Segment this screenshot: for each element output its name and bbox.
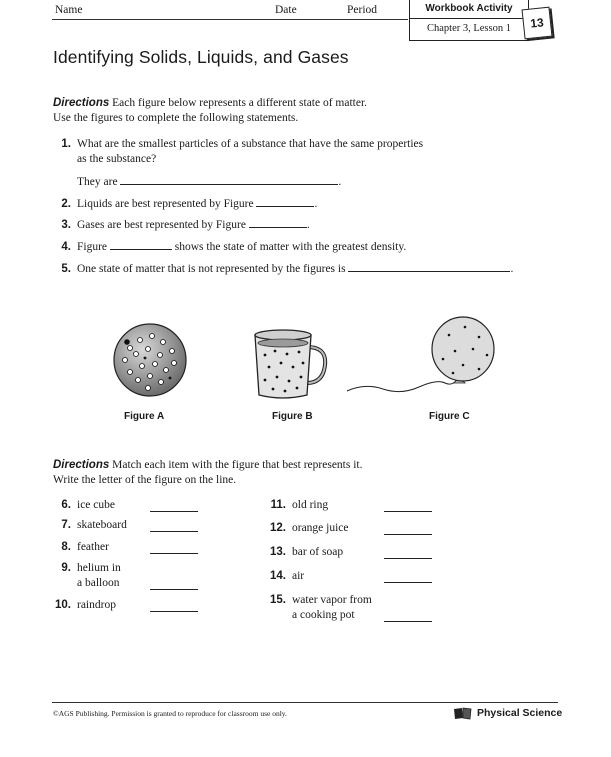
question-number: 3.	[61, 219, 71, 231]
item-text: raindrop	[77, 599, 116, 611]
answer-blank[interactable]	[256, 206, 314, 207]
answer-line-13[interactable]	[384, 558, 432, 559]
directions-2	[53, 458, 363, 488]
item-text: orange juice	[292, 522, 349, 534]
answer-line-15[interactable]	[384, 621, 432, 622]
answer-line-9[interactable]	[150, 589, 198, 590]
item-text: feather	[77, 541, 109, 553]
answer-line-7[interactable]	[150, 531, 198, 532]
item-text-line2: a balloon	[77, 577, 120, 589]
question-text: Gases are best represented by Figure	[77, 219, 246, 231]
question-text: Figure	[77, 241, 108, 253]
activity-label: Workbook Activity	[425, 3, 513, 14]
question-text: What are the smallest particles of a substance that have the same properties	[77, 138, 424, 150]
item-text-line2: a cooking pot	[292, 609, 355, 621]
activity-number-badge: 13	[522, 7, 553, 40]
directions-1-line2: Use the figures to complete the following statements.	[53, 112, 299, 124]
item-text: ice cube	[77, 499, 115, 511]
match-item-15	[268, 593, 372, 623]
item-number: 7.	[61, 519, 71, 531]
item-text: helium in	[77, 562, 121, 574]
directions-2-line2: Write the letter of the figure on the line.	[53, 474, 237, 486]
match-item-7	[53, 518, 127, 533]
item-number: 6.	[61, 499, 71, 511]
match-item-6	[53, 498, 115, 513]
directions-1	[53, 96, 367, 126]
match-item-13	[268, 545, 343, 560]
directions-1-text: Each figure below represents a different state of matter.	[109, 97, 368, 109]
item-text: bar of soap	[292, 546, 344, 558]
answer-suffix: .	[314, 198, 318, 210]
match-item-8	[53, 540, 109, 555]
question-text: Liquids are best represented by Figure	[77, 198, 254, 210]
item-number: 12.	[270, 522, 286, 534]
match-item-14	[268, 569, 304, 584]
match-item-9	[53, 561, 121, 591]
item-text: old ring	[292, 499, 329, 511]
question-1	[53, 137, 423, 167]
period-label: Period	[347, 4, 378, 16]
name-label: Name	[55, 4, 83, 16]
item-number: 9.	[61, 562, 71, 574]
question-5	[53, 262, 513, 277]
question-text: One state of matter that is not represented by the figures is	[77, 263, 346, 275]
lesson-label: Chapter 3, Lesson 1	[427, 23, 511, 34]
figure-c-label: Figure C	[429, 411, 470, 422]
item-text: skateboard	[77, 519, 127, 531]
figure-a-label: Figure A	[124, 411, 165, 422]
question-text-line2: as the substance?	[77, 153, 157, 165]
directions-1-label: Directions	[53, 97, 110, 109]
activity-box-divider	[410, 18, 528, 19]
answer-suffix: .	[338, 176, 342, 188]
item-number: 13.	[270, 546, 286, 558]
answer-line-14[interactable]	[384, 582, 432, 583]
match-item-10	[53, 598, 116, 613]
directions-2-text: Match each item with the figure that best represents it.	[109, 459, 363, 471]
match-item-11	[268, 498, 328, 513]
answer-suffix: shows the state of matter with the greatest density.	[174, 241, 407, 253]
answer-blank[interactable]	[110, 249, 172, 250]
header-rule	[52, 19, 408, 20]
answer-blank[interactable]	[348, 271, 510, 272]
item-number: 10.	[55, 599, 71, 611]
question-number: 5.	[61, 263, 71, 275]
page-title: Identifying Solids, Liquids, and Gases	[53, 47, 349, 67]
figure-b-label: Figure B	[272, 411, 313, 422]
footer-copyright: ©AGS Publishing. Permission is granted to reproduce for classroom use only.	[53, 709, 287, 718]
question-number: 2.	[61, 198, 71, 210]
date-label: Date	[275, 4, 297, 16]
question-number: 4.	[61, 241, 71, 253]
answer-line-11[interactable]	[384, 511, 432, 512]
question-2	[53, 197, 317, 212]
figure-a-solid-sphere	[100, 318, 200, 403]
answer-line-8[interactable]	[150, 553, 198, 554]
item-number: 15.	[270, 594, 286, 606]
footer-subject: Physical Science	[477, 707, 563, 719]
answer-suffix: .	[306, 219, 310, 231]
match-item-12	[268, 521, 349, 536]
answer-blank[interactable]	[249, 227, 307, 228]
item-text: air	[292, 570, 305, 582]
answer-blank[interactable]	[120, 184, 338, 185]
item-number: 14.	[270, 570, 286, 582]
answer-line-6[interactable]	[150, 511, 198, 512]
answer-prefix: They are	[77, 176, 118, 188]
figure-b-liquid-mug	[245, 325, 333, 403]
answer-line-12[interactable]	[384, 534, 432, 535]
question-number: 1.	[61, 138, 71, 150]
answer-line-10[interactable]	[150, 611, 198, 612]
figure-c-gas-balloon	[345, 313, 500, 405]
question-4	[53, 240, 406, 255]
item-number: 11.	[270, 499, 286, 511]
directions-2-label: Directions	[53, 459, 110, 471]
footer-rule	[52, 702, 558, 703]
question-1-answer-line	[77, 175, 341, 190]
book-icon	[453, 707, 473, 720]
activity-box	[409, 0, 529, 41]
answer-suffix: .	[510, 263, 514, 275]
item-text: water vapor from	[292, 594, 372, 606]
item-number: 8.	[61, 541, 71, 553]
question-3	[53, 218, 310, 233]
